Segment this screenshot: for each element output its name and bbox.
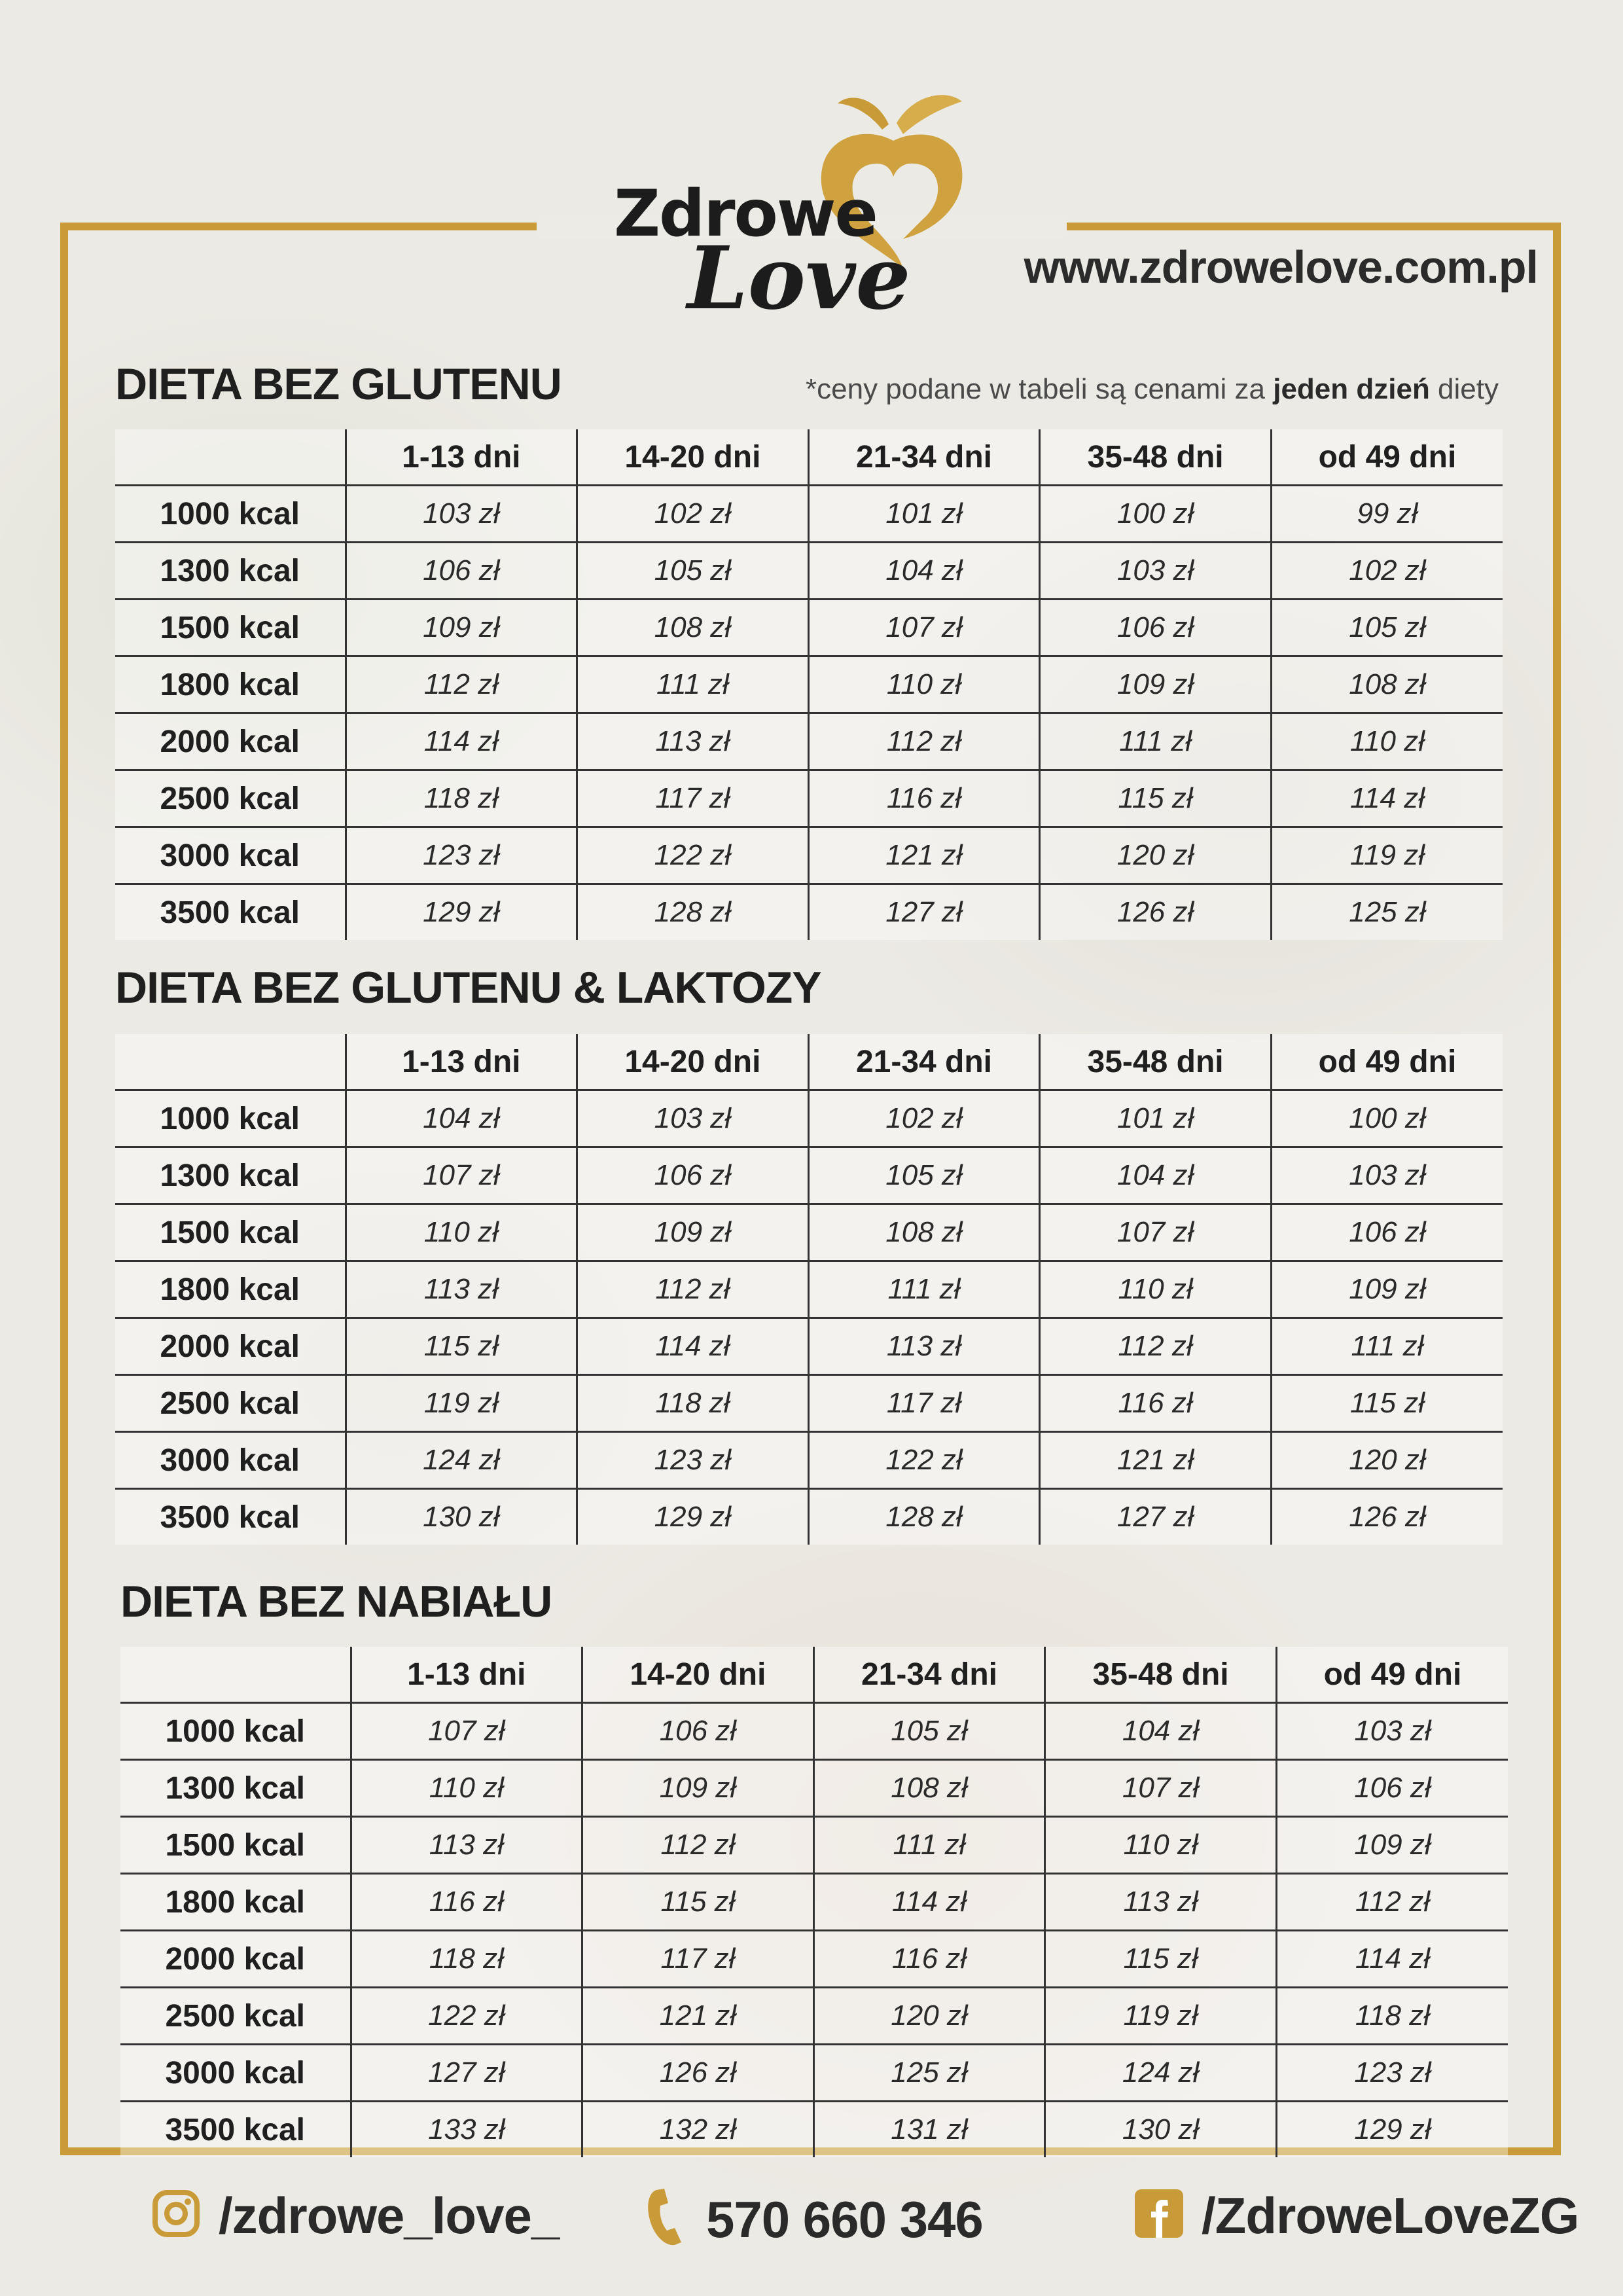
price-cell: 114 zł: [1271, 770, 1503, 827]
column-header: [120, 1647, 351, 1703]
column-header: od 49 dni: [1271, 429, 1503, 486]
table-row: [115, 656, 1503, 713]
price-cell: 115 zł: [582, 1874, 814, 1931]
price-cell: 110 zł: [1271, 713, 1503, 770]
price-cell: 115 zł: [346, 1318, 577, 1375]
table-row: [115, 1489, 1503, 1545]
calorie-label: 1000 kcal: [115, 486, 346, 543]
instagram-handle: /zdrowe_love_: [219, 2187, 560, 2244]
calorie-label: 3000 kcal: [115, 1432, 346, 1489]
price-cell: 116 zł: [1040, 1375, 1272, 1432]
price-cell: 104 zł: [1040, 1147, 1272, 1204]
column-header: 14-20 dni: [577, 1034, 809, 1090]
price-cell: 105 zł: [1271, 600, 1503, 656]
column-header: [115, 1034, 346, 1090]
column-header: 35-48 dni: [1040, 1034, 1272, 1090]
column-header: 1-13 dni: [351, 1647, 582, 1703]
calorie-label: 1300 kcal: [120, 1760, 351, 1817]
price-cell: 116 zł: [808, 770, 1040, 827]
price-cell: 110 zł: [351, 1760, 582, 1817]
calorie-label: 2000 kcal: [115, 1318, 346, 1375]
website-link[interactable]: www.zdrowelove.com.pl: [1024, 242, 1538, 293]
table-row: [120, 1703, 1508, 1760]
price-cell: 110 zł: [1045, 1817, 1277, 1874]
price-cell: 114 zł: [346, 713, 577, 770]
column-header: 1-13 dni: [346, 429, 577, 486]
price-cell: 109 zł: [577, 1204, 809, 1261]
price-cell: 111 zł: [813, 1817, 1045, 1874]
table-row: [120, 1817, 1508, 1874]
column-header: od 49 dni: [1271, 1034, 1503, 1090]
price-cell: 106 zł: [1276, 1760, 1508, 1817]
footer-instagram[interactable]: [152, 2186, 559, 2250]
price-table-gluten-free: [115, 429, 1503, 940]
price-cell: 118 zł: [346, 770, 577, 827]
price-cell: 130 zł: [1045, 2102, 1277, 2158]
price-cell: 106 zł: [577, 1147, 809, 1204]
price-cell: 112 zł: [1040, 1318, 1272, 1375]
table-row: [115, 713, 1503, 770]
price-cell: 127 zł: [1040, 1489, 1272, 1545]
calorie-label: 2500 kcal: [115, 1375, 346, 1432]
table-row: [120, 1874, 1508, 1931]
price-note-prefix: *ceny podane w tabeli są cenami za: [806, 373, 1274, 405]
price-cell: 99 zł: [1271, 486, 1503, 543]
price-cell: 107 zł: [351, 1703, 582, 1760]
price-cell: 113 zł: [351, 1817, 582, 1874]
price-cell: 107 zł: [1040, 1204, 1272, 1261]
calorie-label: 2500 kcal: [120, 1988, 351, 2045]
calorie-label: 1300 kcal: [115, 543, 346, 600]
price-cell: 110 zł: [808, 656, 1040, 713]
calorie-label: 3000 kcal: [120, 2045, 351, 2102]
price-cell: 105 zł: [813, 1703, 1045, 1760]
price-cell: 120 zł: [1040, 827, 1272, 884]
price-cell: 113 zł: [1045, 1874, 1277, 1931]
price-cell: 115 zł: [1040, 770, 1272, 827]
price-cell: 105 zł: [577, 543, 809, 600]
price-cell: 122 zł: [351, 1988, 582, 2045]
column-header: 21-34 dni: [808, 1034, 1040, 1090]
price-cell: 100 zł: [1271, 1090, 1503, 1147]
phone-icon: [645, 2186, 688, 2261]
price-cell: 118 zł: [351, 1931, 582, 1988]
price-cell: 111 zł: [1271, 1318, 1503, 1375]
price-cell: 103 zł: [1276, 1703, 1508, 1760]
calorie-label: 1800 kcal: [115, 656, 346, 713]
price-cell: 108 zł: [577, 600, 809, 656]
table-row: [115, 1204, 1503, 1261]
price-cell: 104 zł: [808, 543, 1040, 600]
price-cell: 109 zł: [582, 1760, 814, 1817]
price-cell: 127 zł: [351, 2045, 582, 2102]
price-cell: 102 zł: [1271, 543, 1503, 600]
column-header: 1-13 dni: [346, 1034, 577, 1090]
column-header: [115, 429, 346, 486]
price-cell: 124 zł: [346, 1432, 577, 1489]
price-cell: 100 zł: [1040, 486, 1272, 543]
price-cell: 103 zł: [346, 486, 577, 543]
price-cell: 114 zł: [577, 1318, 809, 1375]
price-cell: 123 zł: [1276, 2045, 1508, 2102]
price-cell: 128 zł: [808, 1489, 1040, 1545]
price-cell: 111 zł: [808, 1261, 1040, 1318]
price-cell: 113 zł: [577, 713, 809, 770]
price-cell: 122 zł: [577, 827, 809, 884]
footer-phone[interactable]: [645, 2186, 983, 2261]
price-cell: 112 zł: [582, 1817, 814, 1874]
price-cell: 108 zł: [1271, 656, 1503, 713]
calorie-label: 1800 kcal: [120, 1874, 351, 1931]
price-cell: 101 zł: [1040, 1090, 1272, 1147]
facebook-handle: /ZdroweLoveZG: [1202, 2187, 1579, 2244]
brand-name-line1: Zdrowe: [614, 177, 877, 251]
price-cell: 103 zł: [1271, 1147, 1503, 1204]
price-cell: 115 zł: [1271, 1375, 1503, 1432]
price-note-suffix: diety: [1429, 373, 1499, 405]
price-cell: 126 zł: [582, 2045, 814, 2102]
price-cell: 106 zł: [582, 1703, 814, 1760]
footer-facebook[interactable]: [1135, 2186, 1578, 2250]
column-header: 35-48 dni: [1045, 1647, 1277, 1703]
price-cell: 119 zł: [346, 1375, 577, 1432]
price-cell: 126 zł: [1040, 884, 1272, 941]
price-cell: 105 zł: [808, 1147, 1040, 1204]
price-cell: 107 zł: [1045, 1760, 1277, 1817]
calorie-label: 1300 kcal: [115, 1147, 346, 1204]
table-header-row: [115, 1034, 1503, 1090]
price-cell: 107 zł: [808, 600, 1040, 656]
price-note: [806, 373, 1499, 406]
table-row: [115, 486, 1503, 543]
price-cell: 108 zł: [813, 1760, 1045, 1817]
price-cell: 111 zł: [1040, 713, 1272, 770]
price-cell: 117 zł: [577, 770, 809, 827]
price-cell: 103 zł: [577, 1090, 809, 1147]
price-cell: 120 zł: [813, 1988, 1045, 2045]
price-cell: 106 zł: [346, 543, 577, 600]
calorie-label: 2500 kcal: [115, 770, 346, 827]
price-cell: 124 zł: [1045, 2045, 1277, 2102]
section-title-dairy-free: DIETA BEZ NABIAŁU: [120, 1577, 552, 1626]
price-cell: 113 zł: [808, 1318, 1040, 1375]
price-cell: 112 zł: [808, 713, 1040, 770]
table-header-row: [115, 429, 1503, 486]
calorie-label: 3000 kcal: [115, 827, 346, 884]
price-cell: 110 zł: [346, 1204, 577, 1261]
price-cell: 125 zł: [1271, 884, 1503, 941]
table-row: [115, 884, 1503, 941]
section-title-gluten-lactose-free: DIETA BEZ GLUTENU & LAKTOZY: [115, 963, 821, 1013]
price-cell: 123 zł: [346, 827, 577, 884]
table-row: [115, 1147, 1503, 1204]
column-header: 35-48 dni: [1040, 429, 1272, 486]
table-row: [115, 1375, 1503, 1432]
calorie-label: 1000 kcal: [115, 1090, 346, 1147]
price-cell: 118 zł: [577, 1375, 809, 1432]
price-cell: 102 zł: [577, 486, 809, 543]
table-row: [115, 543, 1503, 600]
price-cell: 133 zł: [351, 2102, 582, 2158]
price-table-dairy-free: [120, 1647, 1508, 2157]
column-header: 14-20 dni: [577, 429, 809, 486]
table-row: [120, 1760, 1508, 1817]
price-cell: 129 zł: [577, 1489, 809, 1545]
price-cell: 102 zł: [808, 1090, 1040, 1147]
calorie-label: 1500 kcal: [120, 1817, 351, 1874]
price-cell: 115 zł: [1045, 1931, 1277, 1988]
price-cell: 101 zł: [808, 486, 1040, 543]
phone-number: 570 660 346: [706, 2191, 983, 2249]
calorie-label: 1500 kcal: [115, 600, 346, 656]
table-row: [115, 770, 1503, 827]
price-cell: 119 zł: [1271, 827, 1503, 884]
price-cell: 109 zł: [1271, 1261, 1503, 1318]
column-header: 14-20 dni: [582, 1647, 814, 1703]
table-row: [115, 1318, 1503, 1375]
facebook-icon: [1135, 2189, 1183, 2250]
table-header-row: [120, 1647, 1508, 1703]
table-row: [120, 1931, 1508, 1988]
price-cell: 129 zł: [1276, 2102, 1508, 2158]
price-cell: 131 zł: [813, 2102, 1045, 2158]
brand-name-line2: Love: [687, 228, 911, 329]
price-cell: 127 zł: [808, 884, 1040, 941]
price-cell: 126 zł: [1271, 1489, 1503, 1545]
price-cell: 103 zł: [1040, 543, 1272, 600]
price-cell: 130 zł: [346, 1489, 577, 1545]
price-cell: 118 zł: [1276, 1988, 1508, 2045]
table-row: [115, 1090, 1503, 1147]
price-note-bold: jeden dzień: [1273, 373, 1430, 405]
section-title-gluten-free: DIETA BEZ GLUTENU: [115, 359, 562, 409]
price-cell: 119 zł: [1045, 1988, 1277, 2045]
price-cell: 109 zł: [1040, 656, 1272, 713]
price-cell: 109 zł: [1276, 1817, 1508, 1874]
calorie-label: 2000 kcal: [115, 713, 346, 770]
price-cell: 117 zł: [582, 1931, 814, 1988]
price-cell: 109 zł: [346, 600, 577, 656]
table-row: [115, 1261, 1503, 1318]
price-cell: 116 zł: [351, 1874, 582, 1931]
table-row: [120, 1988, 1508, 2045]
price-cell: 129 zł: [346, 884, 577, 941]
price-cell: 121 zł: [1040, 1432, 1272, 1489]
price-cell: 107 zł: [346, 1147, 577, 1204]
price-cell: 120 zł: [1271, 1432, 1503, 1489]
price-cell: 114 zł: [813, 1874, 1045, 1931]
brand-logo: [609, 79, 1014, 327]
table-row: [120, 2045, 1508, 2102]
column-header: 21-34 dni: [813, 1647, 1045, 1703]
price-cell: 116 zł: [813, 1931, 1045, 1988]
price-cell: 121 zł: [582, 1988, 814, 2045]
price-cell: 113 zł: [346, 1261, 577, 1318]
price-cell: 122 zł: [808, 1432, 1040, 1489]
calorie-label: 3500 kcal: [120, 2102, 351, 2158]
table-row: [115, 827, 1503, 884]
price-cell: 125 zł: [813, 2045, 1045, 2102]
calorie-label: 3500 kcal: [115, 884, 346, 941]
price-cell: 106 zł: [1040, 600, 1272, 656]
column-header: od 49 dni: [1276, 1647, 1508, 1703]
calorie-label: 3500 kcal: [115, 1489, 346, 1545]
price-cell: 112 zł: [577, 1261, 809, 1318]
price-cell: 108 zł: [808, 1204, 1040, 1261]
price-cell: 128 zł: [577, 884, 809, 941]
price-cell: 104 zł: [346, 1090, 577, 1147]
price-cell: 123 zł: [577, 1432, 809, 1489]
price-cell: 114 zł: [1276, 1931, 1508, 1988]
table-row: [115, 1432, 1503, 1489]
price-cell: 111 zł: [577, 656, 809, 713]
calorie-label: 1800 kcal: [115, 1261, 346, 1318]
calorie-label: 2000 kcal: [120, 1931, 351, 1988]
price-cell: 117 zł: [808, 1375, 1040, 1432]
table-row: [115, 600, 1503, 656]
price-cell: 112 zł: [1276, 1874, 1508, 1931]
price-cell: 121 zł: [808, 827, 1040, 884]
price-cell: 112 zł: [346, 656, 577, 713]
price-cell: 104 zł: [1045, 1703, 1277, 1760]
price-cell: 110 zł: [1040, 1261, 1272, 1318]
calorie-label: 1500 kcal: [115, 1204, 346, 1261]
price-cell: 132 zł: [582, 2102, 814, 2158]
instagram-icon: [152, 2189, 200, 2250]
table-row: [120, 2102, 1508, 2158]
price-cell: 106 zł: [1271, 1204, 1503, 1261]
column-header: 21-34 dni: [808, 429, 1040, 486]
price-table-gluten-lactose-free: [115, 1034, 1503, 1545]
calorie-label: 1000 kcal: [120, 1703, 351, 1760]
